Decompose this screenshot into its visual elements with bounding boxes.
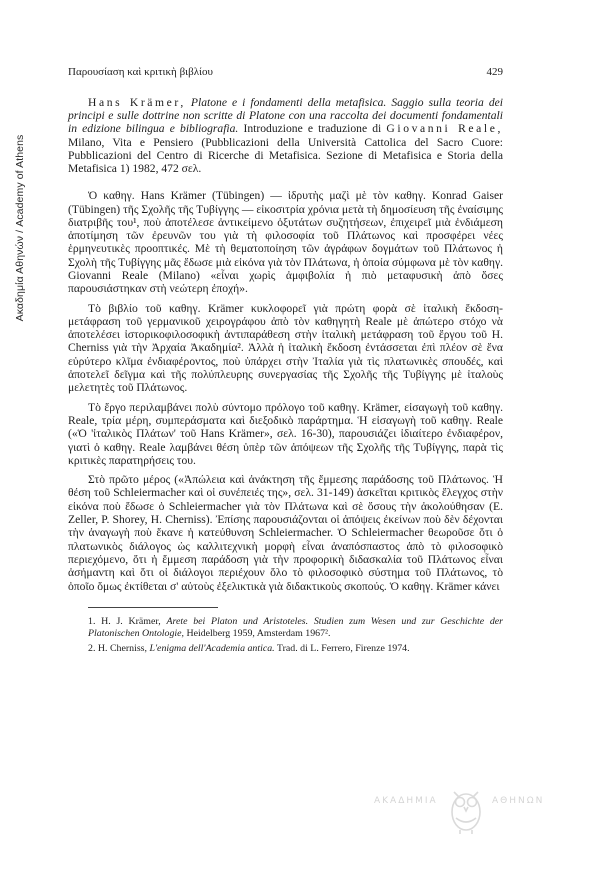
body-paragraph: Στὸ πρῶτο μέρος («Ἀπώλεια καὶ ἀνάκτηση τῆς ἔμμεσης παράδοσης τοῦ Πλάτωνος. Ἡ θέση τοῦ Schleiermacher καὶ οἱ συνέπειές της», σελ. 31-149) ἀσκεῖται κριτικὸς ἔλεγχος στὴν εἰκόνα ποὺ ἔδωσε ὁ Schleiermacher γιὰ τὸν Πλάτωνα καὶ σὲ ὅσους τὴν ἀκολούθησαν (E. Zeller, P. Shorey, H. Cherniss). Ἐπίσης παρουσιάζονται οἱ ἀπόψεις ἐκείνων ποὺ δὲν δέχονται τὴν ἀναγωγὴ ποὺ ἔκανε ἡ κατεύθυνση Schleiermacher. Ὁ Schleiermacher θεωροῦσε ὅτι ὁ πλατωνικὸς διάλογος ὡς καλλιτεχνικὴ μορφὴ εἶναι ἀναπόσπαστος ἀπὸ τὸ φιλοσοφικὸ περιεχόμενο, ὅτι ἡ ἔμμεση παράδοση γιὰ τὴν προφορικὴ διδασκαλία τοῦ Πλάτωνος εἶναι ἀσήμαντη καὶ ὅτι οἱ διάλογοι περιέχουν ὅλο τὸ φιλοσοφικὸ σύστημα τοῦ Πλάτωνος, τὸ ὁποῖο ὅμως ἐκτίθεται σ' αὐτοὺς ἐξελικτικὰ γιὰ διδακτικοὺς σκοπούς. Ὁ καθηγ. Krämer κάνει	[68, 473, 503, 593]
watermark-left-text: ΑΚΑΔΗΜΙΑ	[374, 796, 438, 806]
body-paragraph: Τὸ ἔργο περιλαμβάνει πολὺ σύντομο πρόλογο τοῦ καθηγ. Krämer, εἰσαγωγὴ τοῦ καθηγ. Reale, τρία μέρη, συμπεράσματα καὶ διεξοδικὸ παράρτημα. Ἡ εἰσαγωγὴ τοῦ καθηγ. Reale («Ὁ 'ἰταλικὸς Πλάτων' τοῦ Hans Krämer», σελ. 16-30), παρουσιάζει ἰδιαίτερο ἐνδιαφέρον, γιατὶ ὁ καθηγ. Reale λαμβάνει θέση ὑπὲρ τῶν ἀπόψεων τῆς Σχολῆς τῆς Τυβίγγης, παρὰ τὶς κριτικὲς παρατηρήσεις του.	[68, 400, 503, 467]
running-header	[68, 66, 503, 82]
academy-watermark	[374, 778, 560, 838]
footnote-prefix: 2. H. Cherniss,	[88, 643, 147, 655]
footnote-2	[68, 643, 503, 656]
footnote-title: Arete bei Platon und Aristoteles. Studien zum Wesen und zur Geschichte der Platonischen Ontologie,	[88, 615, 504, 640]
review-book-title: Platone e i fondamenti della metafisica. Saggio sulla teoria dei principi e sulle dottrine non scritte di Platone con una raccolta dei documenti fondamentali in edizione bilingua e bibliografia.	[68, 96, 504, 136]
archive-side-label: Ακαδημία Αθηνών / Academy of Athens	[14, 134, 26, 322]
footnote-rest: Heidelberg 1959, Amsterdam 1967².	[186, 628, 331, 640]
owl-emblem-icon	[444, 778, 488, 836]
review-body	[68, 189, 503, 593]
footnote-1	[68, 616, 503, 641]
review-translator: Giovanni Reale,	[386, 122, 503, 136]
footnote-prefix: 1. H. J. Krämer,	[88, 615, 161, 627]
body-paragraph: Ὁ καθηγ. Hans Krämer (Tübingen) — ἱδρυτὴς μαζὶ μὲ τὸν καθηγ. Konrad Gaiser (Tübingen) τῆς Σχολῆς τῆς Τυβίγγης — εἰκοσιτρία χρόνια μετὰ τὴ δημοσίευση τῆς ἐναίσιμης διατριβῆς του¹, ποὺ ἀποτέλεσε ἀντικείμενο ὀξυτάτων συζητήσεων, ἐπιχειρεῖ μιὰ ἐνδιάμεση ἀποτίμηση τῶν ἐρευνῶν του γιὰ τὴ φιλοσοφία τοῦ Πλάτωνος καὶ προσφέρει νέες ἑρμηνευτικὲς προοπτικές. Μὲ τὴ θεματοποίηση τῶν ἀγράφων δογμάτων τοῦ Πλάτωνος ἡ Σχολὴ τῆς Τυβίγγης μᾶς ἔδωσε μιὰ εἰκόνα γιὰ τὸν Πλάτωνα, ἡ ὁποία σύμφωνα μὲ τὸν καθηγ. Giovanni Reale (Milano) «εἶναι χωρὶς ἀμφιβολία ἡ πιὸ μεταφυσικὴ ἀπὸ ὅσες παρουσιάστηκαν στὴ νεώτερη ἐποχή».	[68, 189, 503, 296]
document-page	[68, 66, 503, 656]
footnote-divider	[88, 607, 218, 608]
running-title: Παρουσίαση καὶ κριτικὴ βιβλίου	[68, 66, 213, 78]
review-intro: Introduzione e traduzione di	[243, 122, 382, 136]
footnote-title: L'enigma dell'Academia antica.	[149, 643, 275, 655]
watermark-right-text: ΑΘΗΝΩΝ	[492, 796, 545, 806]
review-author: Hans Krämer,	[88, 96, 186, 109]
body-paragraph: Τὸ βιβλίο τοῦ καθηγ. Krämer κυκλοφορεῖ γιὰ πρώτη φορὰ σὲ ἰταλικὴ ἔκδοση-μετάφραση τοῦ γερμανικοῦ χειρογράφου ἀπὸ τὸν καθηγητὴ Reale μὲ ἀπώτερο στόχο νὰ ἀποτελέσει ἱστορικοφιλοσοφικὴ ἀντιπαράθεση στὴν ἰταλικὴ μετάφραση τοῦ ἔργου τοῦ H. Cherniss γιὰ τὴν Ἀρχαία Ἀκαδημία². Ἀλλὰ ἡ ἰταλικὴ ἔκδοση ἐντάσσεται ἐπὶ πλέον σὲ ἕνα εὐρύτερο κλῖμα ἐνδιαφέροντος, ποὺ ὑπάρχει στὴν Ἰταλία γιὰ τὶς πλατωνικὲς σπουδές, καὶ ἀποτελεῖ δεῖγμα καὶ τῆς πολύπλευρης συνεργασίας τῆς Σχολῆς τῆς Τυβίγγης μὲ ἰταλοὺς μελετητὲς τοῦ Πλάτωνος.	[68, 301, 503, 395]
page-number: 429	[486, 66, 503, 78]
review-publication: Milano, Vita e Pensiero (Pubblicazioni della Università Cattolica del Sacro Cuore: Pubblicazioni del Centro di Ricerche di Metafisica. Sezione di Metafisica e Storia della Metafisica 1) 1982, 472 σελ.	[68, 135, 503, 176]
review-citation	[68, 96, 503, 175]
footnotes	[68, 616, 503, 656]
footnote-rest: Trad. di L. Ferrero, Firenze 1974.	[276, 643, 410, 655]
